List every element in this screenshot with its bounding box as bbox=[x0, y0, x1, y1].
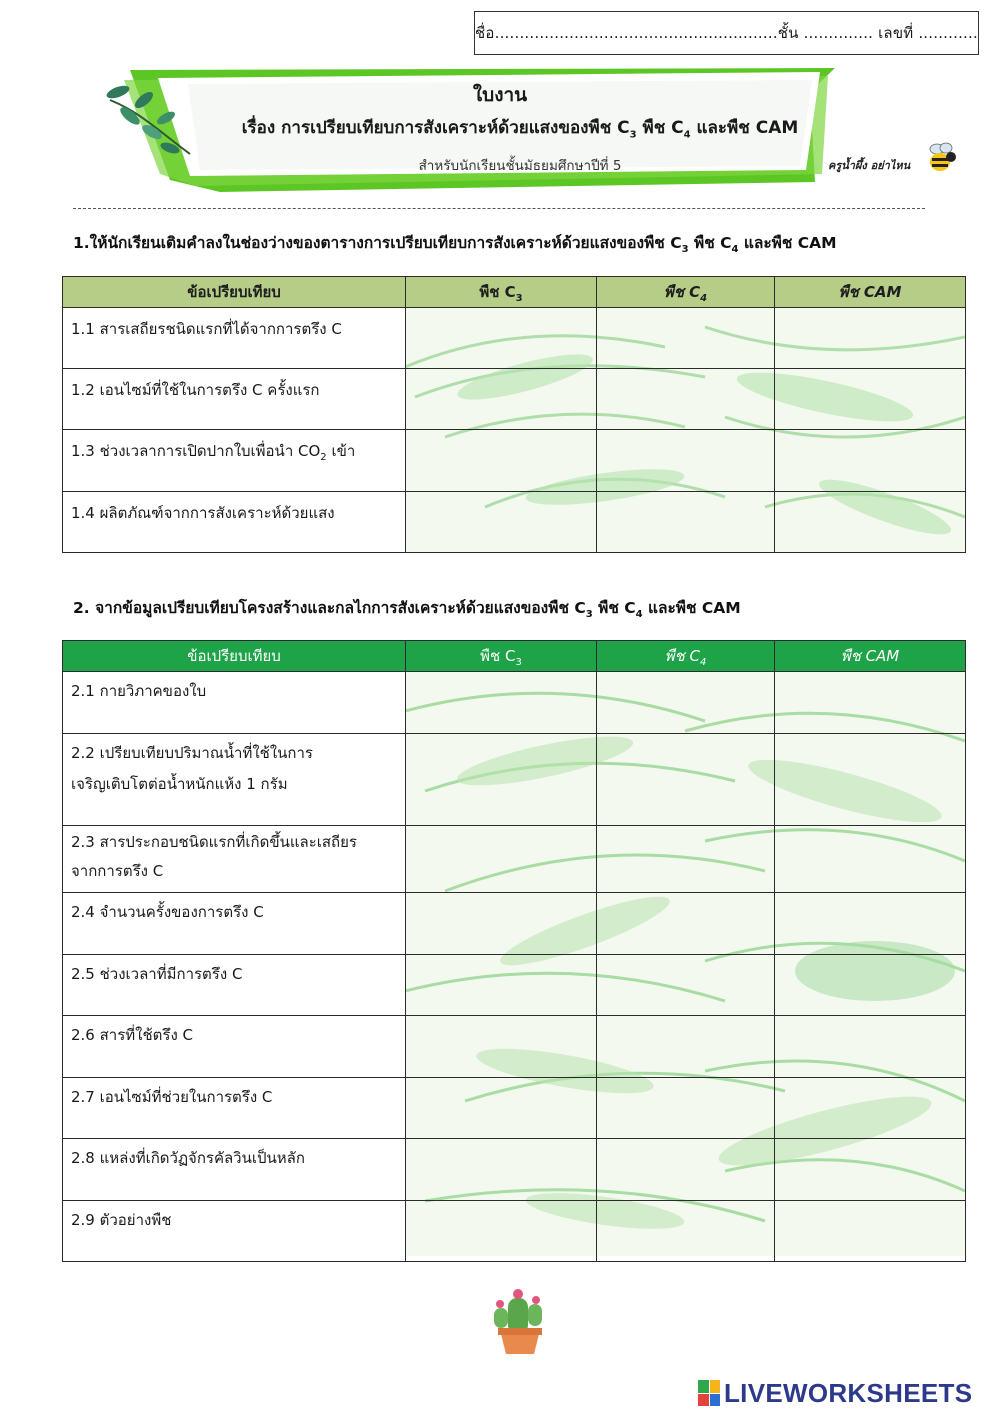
section-divider bbox=[73, 208, 925, 209]
answer-cell-cam[interactable] bbox=[775, 1139, 966, 1201]
answer-cell-c3[interactable] bbox=[406, 893, 597, 955]
row-label: 2.2 เปรียบเทียบปริมาณน้ำที่ใช้ในการ เจริญเติบโตต่อน้ำหนักแห้ง 1 กรัม bbox=[63, 734, 406, 826]
header-c3: พืช $C_3$ bbox=[406, 277, 597, 308]
row-label: 1.4 ผลิตภัณฑ์จากการสังเคราะห์ด้วยแสง bbox=[63, 492, 406, 553]
table-row bbox=[63, 893, 966, 955]
answer-cell-c4[interactable] bbox=[597, 430, 775, 492]
comparison-table-2 bbox=[62, 640, 966, 1262]
header-c4: พืช $C_4$ bbox=[597, 641, 775, 672]
row-label: 2.7 เอนไซม์ที่ช่วยในการตรึง C bbox=[63, 1078, 406, 1139]
student-info-box[interactable] bbox=[474, 11, 979, 55]
row-label: 2.6 สารที่ใช้ตรึง C bbox=[63, 1016, 406, 1078]
header-cam: พืช CAM bbox=[775, 277, 966, 308]
answer-cell-cam[interactable] bbox=[775, 893, 966, 955]
answer-cell-c4[interactable] bbox=[597, 826, 775, 893]
table-row bbox=[63, 826, 966, 893]
table-row bbox=[63, 1078, 966, 1139]
answer-cell-c3[interactable] bbox=[406, 734, 597, 826]
answer-cell-c4[interactable] bbox=[597, 1016, 775, 1078]
answer-cell-c4[interactable] bbox=[597, 893, 775, 955]
row-label: 2.3 สารประกอบชนิดแรกที่เกิดขึ้นและเสถียร จากการตรึง C bbox=[63, 826, 406, 893]
answer-cell-cam[interactable] bbox=[775, 672, 966, 734]
table-row bbox=[63, 492, 966, 553]
question-1: 1.ให้นักเรียนเติมคำลงในช่องว่างของตารางการเปรียบเทียบการสังเคราะห์ด้วยแสงของพืช $C_3$ พืช $C_4$ และพืช CAM bbox=[73, 234, 837, 256]
answer-cell-c4[interactable] bbox=[597, 308, 775, 369]
answer-cell-cam[interactable] bbox=[775, 492, 966, 553]
row-label: 1.2 เอนไซม์ที่ใช้ในการตรึง C ครั้งแรก bbox=[63, 369, 406, 430]
answer-cell-c3[interactable] bbox=[406, 308, 597, 369]
header-cam: พืช CAM bbox=[775, 641, 966, 672]
answer-cell-c4[interactable] bbox=[597, 734, 775, 826]
answer-cell-c3[interactable] bbox=[406, 826, 597, 893]
header-c4: พืช $C_4$ bbox=[597, 277, 775, 308]
comparison-table-1 bbox=[62, 276, 966, 553]
row-label: 1.1 สารเสถียรชนิดแรกที่ได้จากการตรึง C bbox=[63, 308, 406, 369]
header-compare: ข้อเปรียบเทียบ bbox=[63, 277, 406, 308]
worksheet-title: ใบงาน bbox=[472, 84, 528, 106]
answer-cell-c4[interactable] bbox=[597, 1201, 775, 1262]
answer-cell-cam[interactable] bbox=[775, 1016, 966, 1078]
answer-cell-c3[interactable] bbox=[406, 672, 597, 734]
worksheet-subject: เรื่อง การเปรียบเทียบการสังเคราะห์ด้วยแสงของพืช $C_3$ พืช $C_4$ และพืช CAM bbox=[241, 118, 799, 141]
answer-cell-c3[interactable] bbox=[406, 1078, 597, 1139]
table2-header-row bbox=[63, 641, 966, 672]
answer-cell-cam[interactable] bbox=[775, 1078, 966, 1139]
row-label: 2.9 ตัวอย่างพืช bbox=[63, 1201, 406, 1262]
cactus-pot-icon bbox=[490, 1280, 550, 1356]
table-row bbox=[63, 308, 966, 369]
title-banner bbox=[100, 62, 840, 197]
bee-icon bbox=[924, 140, 958, 176]
answer-cell-c4[interactable] bbox=[597, 1078, 775, 1139]
answer-cell-c3[interactable] bbox=[406, 1139, 597, 1201]
name-class-number-line: ชื่อ.........................................................ชั้น .............. เลขที่ ............ bbox=[475, 24, 978, 42]
header-compare: ข้อเปรียบเทียบ bbox=[63, 641, 406, 672]
answer-cell-c4[interactable] bbox=[597, 672, 775, 734]
row-label: 1.3 ช่วงเวลาการเปิดปากใบเพื่อนำ $CO_2$ เข้า bbox=[63, 430, 406, 492]
row-label: 2.1 กายวิภาคของใบ bbox=[63, 672, 406, 734]
answer-cell-cam[interactable] bbox=[775, 1201, 966, 1262]
answer-cell-c3[interactable] bbox=[406, 1201, 597, 1262]
answer-cell-cam[interactable] bbox=[775, 955, 966, 1016]
row-label: 2.4 จำนวนครั้งของการตรึง C bbox=[63, 893, 406, 955]
answer-cell-cam[interactable] bbox=[775, 734, 966, 826]
liveworksheets-mark-icon bbox=[698, 1380, 720, 1406]
table1-header-row bbox=[63, 277, 966, 308]
table-row bbox=[63, 734, 966, 826]
table-row bbox=[63, 1016, 966, 1078]
table-row bbox=[63, 430, 966, 492]
table-row bbox=[63, 672, 966, 734]
answer-cell-cam[interactable] bbox=[775, 308, 966, 369]
answer-cell-c3[interactable] bbox=[406, 955, 597, 1016]
teacher-signature: ครูน้ำผึ้ง อย่าไหน bbox=[828, 140, 958, 190]
target-grade: สำหรับนักเรียนชั้นมัธยมศึกษาปีที่ 5 bbox=[418, 158, 622, 174]
answer-cell-c3[interactable] bbox=[406, 492, 597, 553]
answer-cell-cam[interactable] bbox=[775, 430, 966, 492]
row-label: 2.5 ช่วงเวลาที่มีการตรึง C bbox=[63, 955, 406, 1016]
brand-name: LIVEWORKSHEETS bbox=[724, 1377, 973, 1408]
answer-cell-c3[interactable] bbox=[406, 369, 597, 430]
liveworksheets-logo[interactable] bbox=[698, 1376, 994, 1410]
answer-cell-cam[interactable] bbox=[775, 826, 966, 893]
answer-cell-c4[interactable] bbox=[597, 955, 775, 1016]
header-c3: พืช $C_3$ bbox=[406, 641, 597, 672]
answer-cell-cam[interactable] bbox=[775, 369, 966, 430]
table-row bbox=[63, 1201, 966, 1262]
answer-cell-c4[interactable] bbox=[597, 369, 775, 430]
table-row bbox=[63, 955, 966, 1016]
question-2: 2. จากข้อมูลเปรียบเทียบโครงสร้างและกลไกการสังเคราะห์ด้วยแสงของพืช $C_3$ พืช $C_4$ และพืช CAM bbox=[73, 599, 741, 621]
answer-cell-c4[interactable] bbox=[597, 1139, 775, 1201]
answer-cell-c4[interactable] bbox=[597, 492, 775, 553]
table-row bbox=[63, 369, 966, 430]
answer-cell-c3[interactable] bbox=[406, 430, 597, 492]
answer-cell-c3[interactable] bbox=[406, 1016, 597, 1078]
table-row bbox=[63, 1139, 966, 1201]
row-label: 2.8 แหล่งที่เกิดวัฏจักรคัลวินเป็นหลัก bbox=[63, 1139, 406, 1201]
